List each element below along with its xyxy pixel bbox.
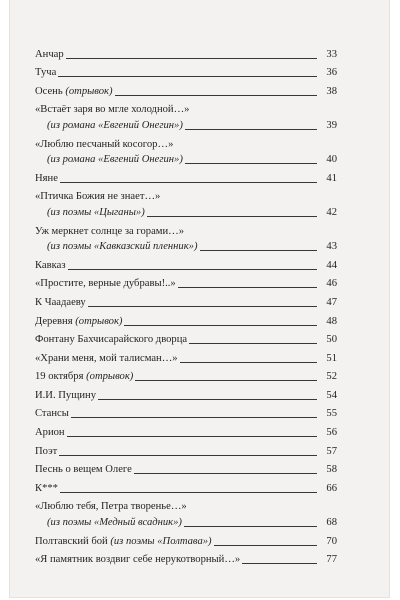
toc-entry-subtitle: (отрывок) [65, 85, 113, 97]
toc-entry-title [35, 154, 183, 166]
toc-page-number: 44 [326, 259, 337, 271]
toc-entry-title [35, 554, 240, 566]
toc-entry-title [35, 408, 69, 420]
toc-entry-title [35, 67, 56, 79]
toc-entry-title [35, 390, 96, 402]
toc-leader-line [200, 250, 318, 251]
toc-entry-title [35, 139, 337, 151]
toc-entry-title-text: К Чаадаеву [35, 296, 86, 308]
toc-leader-line [178, 287, 317, 288]
toc-leader-line [98, 399, 317, 400]
toc-page-number: 38 [326, 85, 337, 97]
toc-entry [35, 405, 337, 421]
toc-entry-title-text: 19 октября [35, 371, 87, 383]
toc-entry-title [35, 104, 337, 116]
toc-entry-title [35, 173, 58, 185]
toc-entry-title-text: Деревня [35, 315, 76, 327]
toc-entry [35, 532, 337, 548]
toc-entry-title [35, 207, 145, 219]
toc-entry-title [35, 49, 64, 61]
toc-entry-title-text: «Встаёт заря во мгле холодной…» [35, 104, 190, 116]
toc-entry-title-text: «Птичка Божия не знает…» [35, 191, 161, 203]
toc-leader-line [71, 417, 317, 418]
toc-leader-line [135, 380, 317, 381]
toc-entry-title [35, 278, 176, 290]
toc-entry [35, 275, 337, 291]
toc-page-number: 40 [326, 154, 337, 166]
toc-entry-title [35, 483, 58, 495]
toc-entry-title [35, 334, 187, 346]
toc-entry-subtitle: (из романа «Евгений Онегин») [47, 119, 183, 131]
toc-entry [35, 368, 337, 384]
toc-leader-line [185, 129, 317, 130]
toc-page-number: 56 [326, 427, 337, 439]
toc-entry-title-text: «Храни меня, мой талисман…» [35, 352, 178, 364]
toc-entry-subtitle: (из поэмы «Цыганы») [47, 206, 145, 218]
toc-entry-title [35, 241, 198, 253]
toc-entry [35, 188, 337, 204]
toc-page-number: 50 [326, 334, 337, 346]
toc-entry-title [35, 517, 182, 529]
toc-leader-line [134, 473, 317, 474]
toc-entry [35, 203, 337, 219]
toc-entry [35, 423, 337, 439]
toc-page-number: 46 [326, 278, 337, 290]
toc-entry-title-text: Фонтану Бахчисарайского дворца [35, 334, 188, 346]
toc-entry [35, 498, 337, 514]
toc-entry-title [35, 371, 133, 383]
toc-entry-title [35, 120, 183, 132]
toc-entry [35, 349, 337, 365]
toc-leader-line [60, 182, 317, 183]
toc-entry-title-text: И.И. Пущину [35, 389, 96, 401]
toc-leader-line [214, 545, 317, 546]
toc-entry [35, 238, 337, 254]
toc-entry-title [35, 86, 113, 98]
toc-entry [35, 135, 337, 151]
toc-entry-title-text: Стансы [35, 408, 69, 420]
toc-entry-title-text: Няне [35, 172, 58, 184]
toc-entry-title-text: «Я памятник воздвиг себе нерукотворный…» [35, 554, 241, 566]
toc-entry [35, 169, 337, 185]
toc-entry [35, 82, 337, 98]
toc-entry-title [35, 316, 122, 328]
toc-page-number: 54 [326, 389, 337, 401]
toc-entry [35, 256, 337, 272]
toc-entry [35, 386, 337, 402]
toc-leader-line [60, 492, 317, 493]
toc-leader-line [88, 306, 317, 307]
toc-page-number: 58 [326, 464, 337, 476]
toc-page-number: 51 [326, 352, 337, 364]
toc-entry-title-text: Осень [35, 85, 66, 97]
toc-page-number: 36 [326, 67, 337, 79]
toc-leader-line [242, 563, 317, 564]
toc-page-number: 43 [326, 241, 337, 253]
toc-entry-title-text: «Люблю песчаный косогор…» [35, 138, 174, 150]
toc-page-number: 42 [326, 206, 337, 218]
toc-entry [35, 222, 337, 238]
toc-entry-title-text: К*** [35, 482, 58, 494]
toc-entry-title [35, 427, 65, 439]
toc-leader-line [189, 343, 317, 344]
toc-entry-title-text: Поэт [35, 445, 58, 457]
toc-page-number: 33 [326, 48, 337, 60]
toc-entry [35, 331, 337, 347]
toc-page-number: 57 [326, 445, 337, 457]
toc-entry-title-text: Арион [35, 427, 65, 439]
toc-page-number: 77 [326, 554, 337, 566]
toc-leader-line [185, 163, 317, 164]
toc-entry-title [35, 353, 178, 365]
toc-leader-line [66, 58, 317, 59]
toc-entry-title [35, 536, 212, 548]
toc-leader-line [180, 362, 317, 363]
toc-entry-title [35, 297, 86, 309]
toc-page-number: 41 [326, 172, 337, 184]
toc-entry-title-text: Кавказ [35, 259, 66, 271]
toc-entry-subtitle: (из романа «Евгений Онегин») [47, 154, 183, 166]
toc-leader-line [124, 325, 317, 326]
toc-entry-title-text: «Простите, верные дубравы!..» [35, 278, 176, 290]
toc-entry [35, 64, 337, 80]
toc-entry-title [35, 501, 337, 513]
toc-entry-title-text: Уж меркнет солнце за горами…» [35, 225, 185, 237]
toc-entry-title [35, 464, 132, 476]
toc-leader-line [67, 436, 317, 437]
toc-entry [35, 116, 337, 132]
toc-entry-title-text: Полтавский бой [35, 535, 111, 547]
toc-leader-line [184, 526, 317, 527]
toc-entry-title [35, 446, 57, 458]
toc-entry [35, 551, 337, 567]
toc-leader-line [147, 216, 317, 217]
toc-entry-subtitle: (отрывок) [86, 371, 134, 383]
toc-page-number: 68 [326, 517, 337, 529]
toc-entry-title-text: Туча [35, 67, 57, 79]
toc-entry [35, 513, 337, 529]
toc-leader-line [115, 95, 317, 96]
toc-entry-subtitle: (из поэмы «Медный всадник») [47, 517, 182, 529]
toc-page-number: 47 [326, 296, 337, 308]
book-page [10, 0, 389, 597]
toc-entry [35, 45, 337, 61]
toc-page-number: 70 [326, 535, 337, 547]
toc-entry-subtitle: (из поэмы «Полтава») [110, 535, 212, 547]
toc-entry-title [35, 191, 337, 203]
table-of-contents [35, 45, 337, 566]
toc-leader-line [68, 269, 317, 270]
toc-entry [35, 479, 337, 495]
toc-entry-title-text: Анчар [35, 48, 64, 60]
toc-entry-title [35, 260, 66, 272]
toc-entry [35, 312, 337, 328]
toc-entry [35, 293, 337, 309]
toc-entry-title [35, 226, 337, 238]
toc-entry-subtitle: (из поэмы «Кавказский пленник») [47, 241, 198, 253]
toc-page-number: 39 [326, 119, 337, 131]
toc-leader-line [58, 76, 317, 77]
toc-page-number: 48 [326, 315, 337, 327]
toc-entry [35, 151, 337, 167]
toc-entry-title-text: Песнь о вещем Олеге [35, 464, 132, 476]
toc-entry [35, 101, 337, 117]
toc-entry [35, 442, 337, 458]
toc-entry-title-text: «Люблю тебя, Петра творенье…» [35, 501, 187, 513]
toc-entry [35, 461, 337, 477]
toc-page-number: 52 [326, 371, 337, 383]
toc-page-number: 55 [326, 408, 337, 420]
toc-leader-line [59, 455, 317, 456]
toc-page-number: 66 [326, 482, 337, 494]
toc-entry-subtitle: (отрывок) [75, 315, 123, 327]
